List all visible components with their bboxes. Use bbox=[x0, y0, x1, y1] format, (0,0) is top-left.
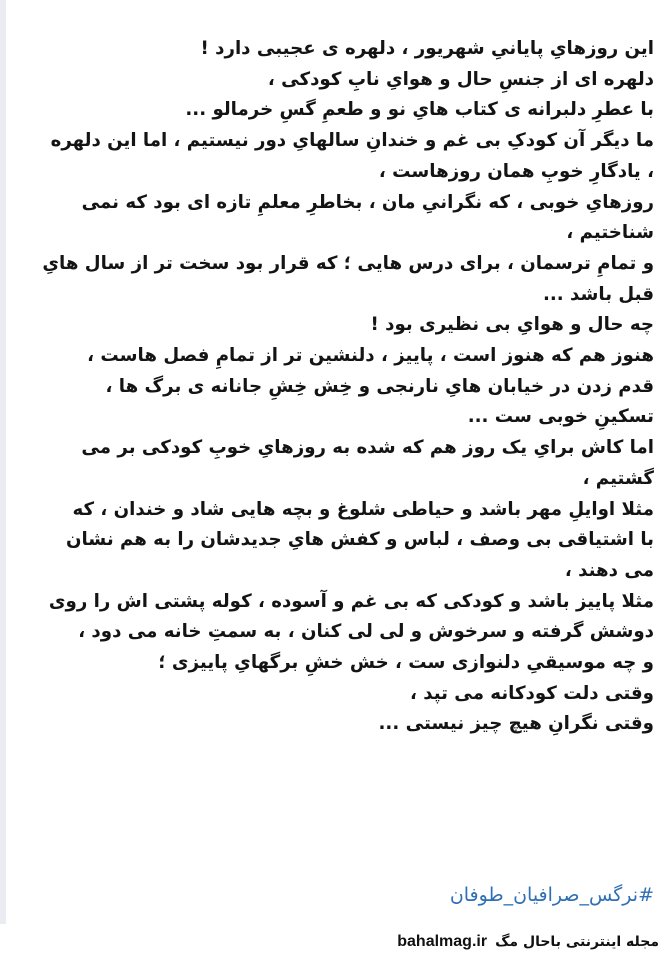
poem-line-5: ، یادگارِ خوبِ همان روزهاست ، bbox=[378, 160, 654, 182]
credit-name: مجله اینترنتی باحال مگ bbox=[495, 934, 659, 950]
author-hashtag-link[interactable]: #نرگس_صرافیان_طوفان bbox=[449, 884, 654, 906]
credit-bar bbox=[0, 924, 669, 959]
poem-line-20: دوشش گرفته و سرخوش و لی لی کنان ، به سمتِ خانه می دود ، bbox=[78, 621, 654, 643]
poem-line-17: با اشتیاقی بی وصف ، لباس و کفش هایِ جدیدشان را به هم نشان bbox=[65, 529, 654, 551]
poem-line-16: مثلا اوایلِ مهر باشد و حیاطی شلوغ و بچه هایی شاد و خندان ، که bbox=[72, 498, 654, 520]
poem-line-14: اما کاش برایِ یک روز هم که شده به روزهایِ خوبِ کودکی بر می bbox=[81, 437, 654, 459]
credit-box bbox=[387, 928, 669, 956]
poem-line-6: روزهایِ خوبی ، که نگرانیِ مان ، بخاطرِ معلمِ تازه ای بود که نمی bbox=[81, 191, 654, 213]
credit-site: bahalmag.ir bbox=[397, 933, 488, 950]
poem-line-23: وقتی نگرانِ هیچ چیز نیستی ... bbox=[378, 713, 654, 735]
poem-line-1: این روزهایِ پایانیِ شهریور ، دلهره ی عجیبی دارد ! bbox=[200, 38, 654, 59]
poem-line-2: دلهره ای از جنسِ حال و هوایِ نابِ کودکی ، bbox=[267, 68, 654, 90]
poem-line-19: مثلا پاییز باشد و کودکی که بی غم و آسوده ، کوله پشتی اش را روی bbox=[48, 590, 654, 612]
poem-line-11: هنوز هم که هنوز است ، پاییز ، دلنشین تر از تمامِ فصل هاست ، bbox=[87, 345, 654, 367]
poem-line-21: و چه موسیقیِ دلنوازی ست ، خش خشِ برگهایِ پاییزی ؛ bbox=[158, 652, 654, 674]
left-border bbox=[0, 0, 6, 959]
poem-line-18: می دهند ، bbox=[564, 559, 654, 581]
poem-line-13: تسکینِ خوبی ست ... bbox=[467, 406, 654, 428]
poem-line-9: قبل باشد ... bbox=[542, 283, 654, 305]
poem-line-3: با عطرِ دلبرانه ی کتاب هایِ نو و طعمِ گسِ خرمالو ... bbox=[185, 99, 654, 121]
poem-line-8: و تمامِ ترسمان ، برای درس هایی ؛ که قرار بود سخت تر از سال هایِ bbox=[42, 252, 654, 274]
poem-text bbox=[14, 34, 654, 740]
poem-line-7: شناختیم ، bbox=[566, 222, 654, 244]
poem-line-10: چه حال و هوایِ بی نظیری بود ! bbox=[370, 314, 654, 336]
poem-line-22: وقتی دلت کودکانه می تپد ، bbox=[409, 682, 654, 704]
poem-line-15: گشتیم ، bbox=[582, 467, 654, 489]
poem-line-12: قدم زدن در خیابان هایِ نارنجی و خِش خِشِ جانانه ی برگ ها ، bbox=[105, 375, 654, 397]
poem-line-4: ما دیگر آن کودکِ بی غم و خندانِ سالهایِ دور نیستیم ، اما این دلهره bbox=[50, 130, 654, 152]
